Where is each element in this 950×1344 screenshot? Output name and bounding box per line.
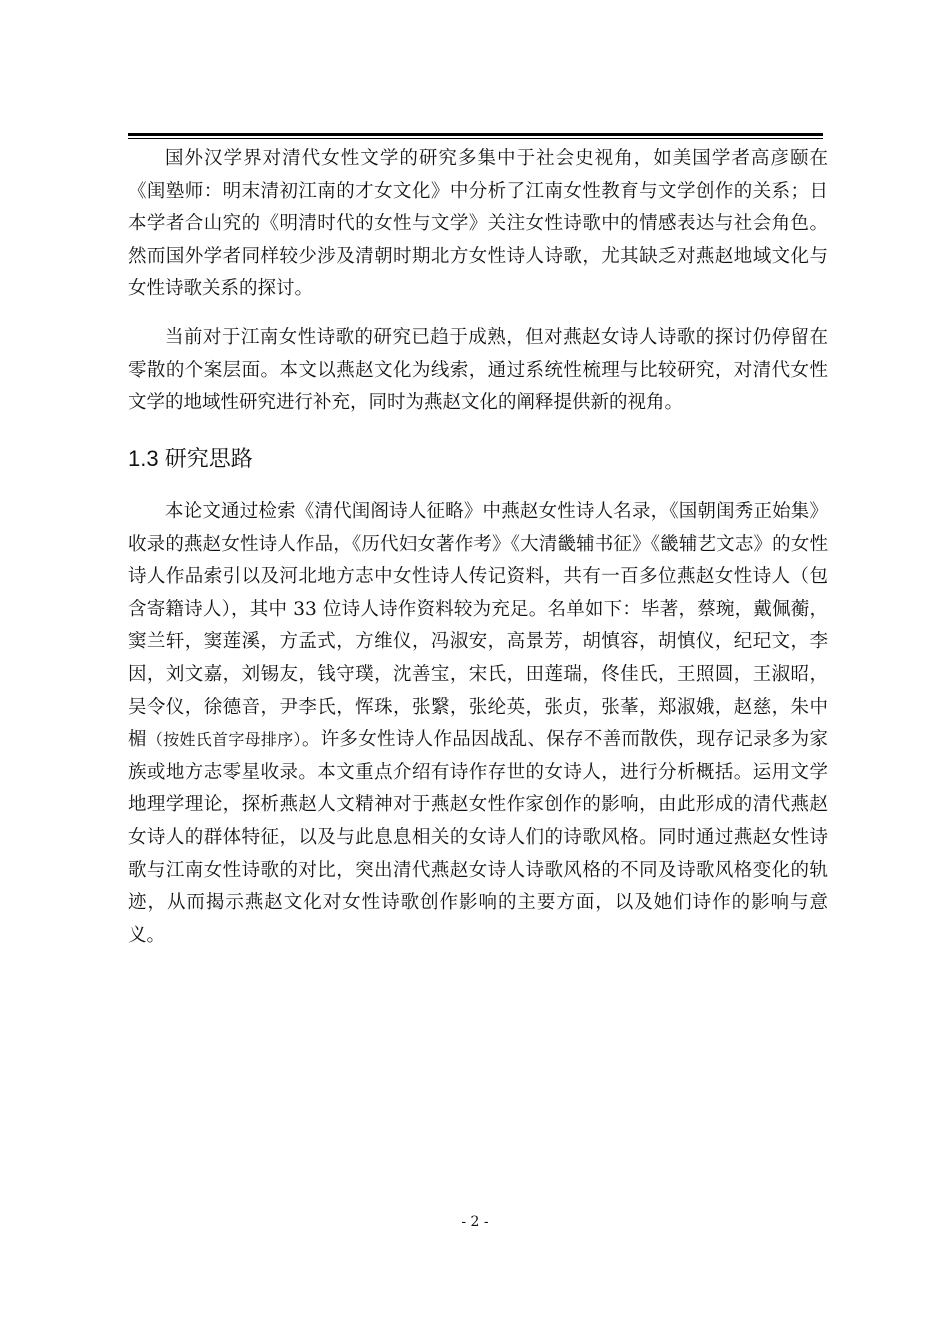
- page-number: - 2 -: [461, 1214, 489, 1230]
- header-rule-thick: [128, 133, 823, 136]
- paragraph-research-gap: 当前对于江南女性诗歌的研究已趋于成熟，但对燕赵女诗人诗歌的探讨仍停留在零散的个案层面。本文以燕赵文化为线索，通过系统性梳理与比较研究，对清代女性文学的地域性研究进行补充，同时为燕赵文化的阐释提供新的视角。: [128, 327, 828, 414]
- header-rule-thin: [128, 138, 823, 139]
- paragraph-text-part-1: 本论文通过检索《清代闺阁诗人征略》中燕赵女性诗人名录，《国朝闺秀正始集》收录的燕赵女性诗人作品，《历代妇女著作考》《大清畿辅书征》《畿辅艺文志》的女性诗人作品索引以及河北地方志中女性诗人传记资料，共有一百多位燕赵女性诗人（包含寄籍诗人），其中 33 位诗人诗作资料较为充足。名单如下：毕著，蔡琬，戴佩蘅，窦兰轩，窦莲溪，方孟式，方维仪，冯淑安，高景芳，胡慎容，胡慎仪，纪玘文，李因，刘文嘉，刘锡友，钱守璞，沈善宝，宋氏，田莲瑞，佟佳氏，王照圆，王淑昭，吴令仪，徐德音，尹李氏，恽珠，张繄，张纶英，张贞，张莑，郑淑娥，赵慈，朱中楣: [128, 501, 828, 751]
- sorting-note: （按姓氏首字母排序）: [146, 730, 302, 750]
- section-heading: 1.3 研究思路: [128, 446, 253, 471]
- paragraph-text-part-2: 。许多女性诗人作品因战乱、保存不善而散佚，现存记录多为家族或地方志零星收录。本文重点介绍有诗作存世的女诗人，进行分析概括。运用文学地理学理论，探析燕赵人文精神对于燕赵女性作家创作的影响，由此形成的清代燕赵女诗人的群体特征，以及与此息息相关的女诗人们的诗歌风格。同时通过燕赵女性诗歌与江南女性诗歌的对比，突出清代燕赵女诗人诗歌风格的不同及诗歌风格变化的轨迹，从而揭示燕赵文化对女性诗歌创作影响的主要方面，以及她们诗作的影响与意义。: [128, 729, 828, 946]
- paragraph-foreign-research: 国外汉学界对清代女性文学的研究多集中于社会史视角，如美国学者高彦颐在《闺塾师：明末清初江南的才女文化》中分析了江南女性教育与文学创作的关系；日本学者合山究的《明清时代的女性与文学》关注女性诗歌中的情感表达与社会角色。然而国外学者同样较少涉及清朝时期北方女性诗人诗歌，尤其缺乏对燕赵地域文化与女性诗歌关系的探讨。: [128, 148, 828, 300]
- paragraph-research-approach: [128, 496, 828, 952]
